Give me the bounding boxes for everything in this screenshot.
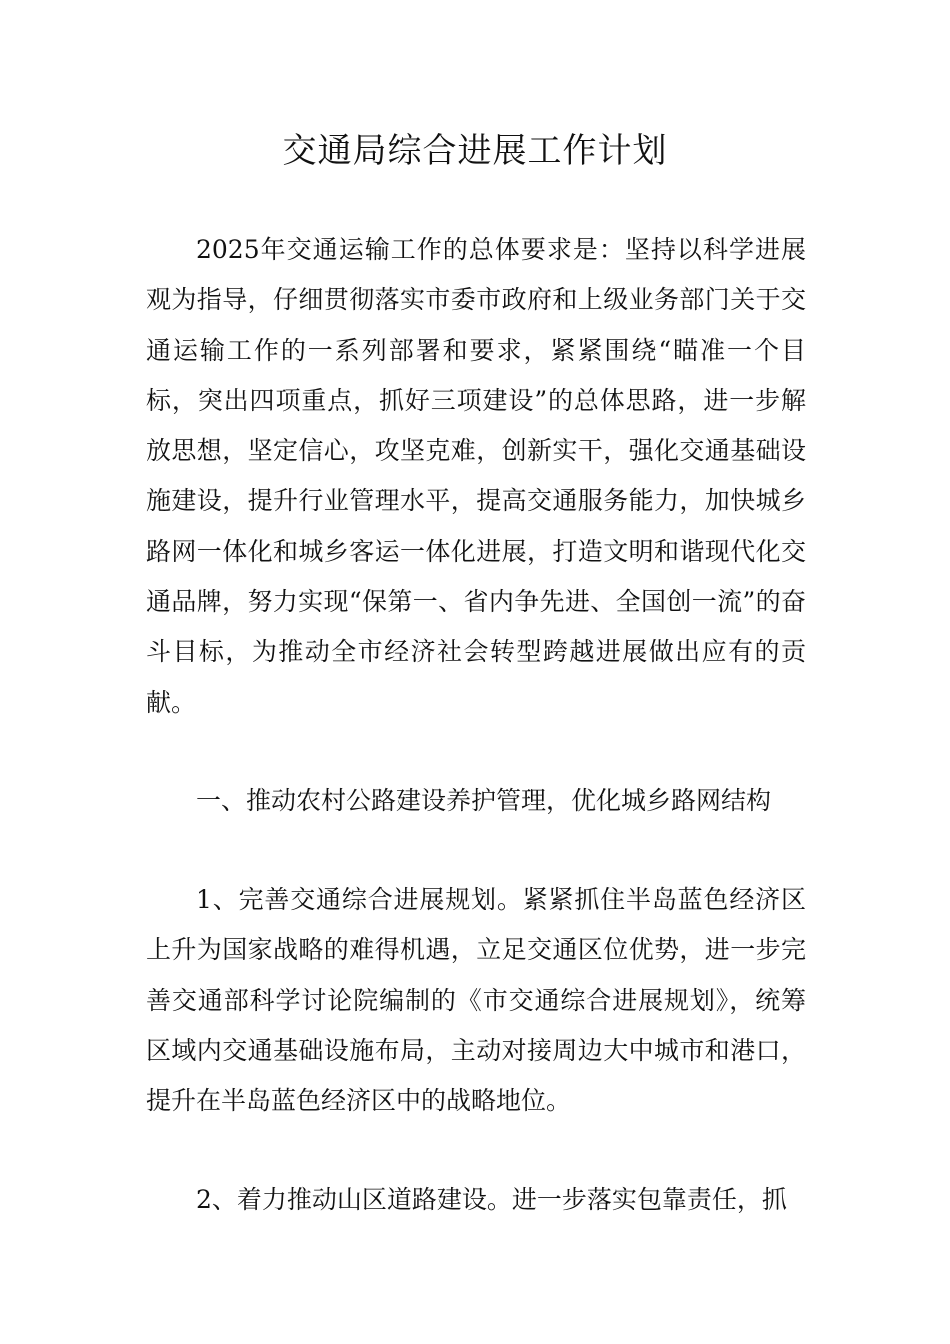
paragraph-item-2: 2、着力推动山区道路建设。进一步落实包靠责任，抓 xyxy=(196,1185,787,1214)
paragraph-item-1: 1、完善交通综合进展规划。紧紧抓住半岛蓝色经济区上升为国家战略的难得机遇，立足交通区位优势，进一步完善交通部科学讨论院编制的《市交通综合进展规划》，统筹区域内交通基础设施布局，主动对接周边大中城市和港口，提升在半岛蓝色经济区中的战略地位。 xyxy=(146,885,806,1116)
document-title: 交通局综合进展工作计划 xyxy=(282,131,668,171)
section-heading-1: 一、推动农村公路建设养护管理，优化城乡路网结构 xyxy=(196,786,772,815)
paragraph-intro: 2025年交通运输工作的总体要求是：坚持以科学进展观为指导，仔细贯彻落实市委市政府和上级业务部门关于交通运输工作的一系列部署和要求，紧紧围绕“瞄准一个目标，突出四项重点，抓好三项建设”的总体思路，进一步解放思想，坚定信心，攻坚克难，创新实干，强化交通基础设施建设，提升行业管理水平，提高交通服务能力，加快城乡路网一体化和城乡客运一体化进展，打造文明和谐现代化交通品牌，努力实现“保第一、省内争先进、全国创一流”的奋斗目标，为推动全市经济社会转型跨越进展做出应有的贡献。 xyxy=(146,235,806,717)
